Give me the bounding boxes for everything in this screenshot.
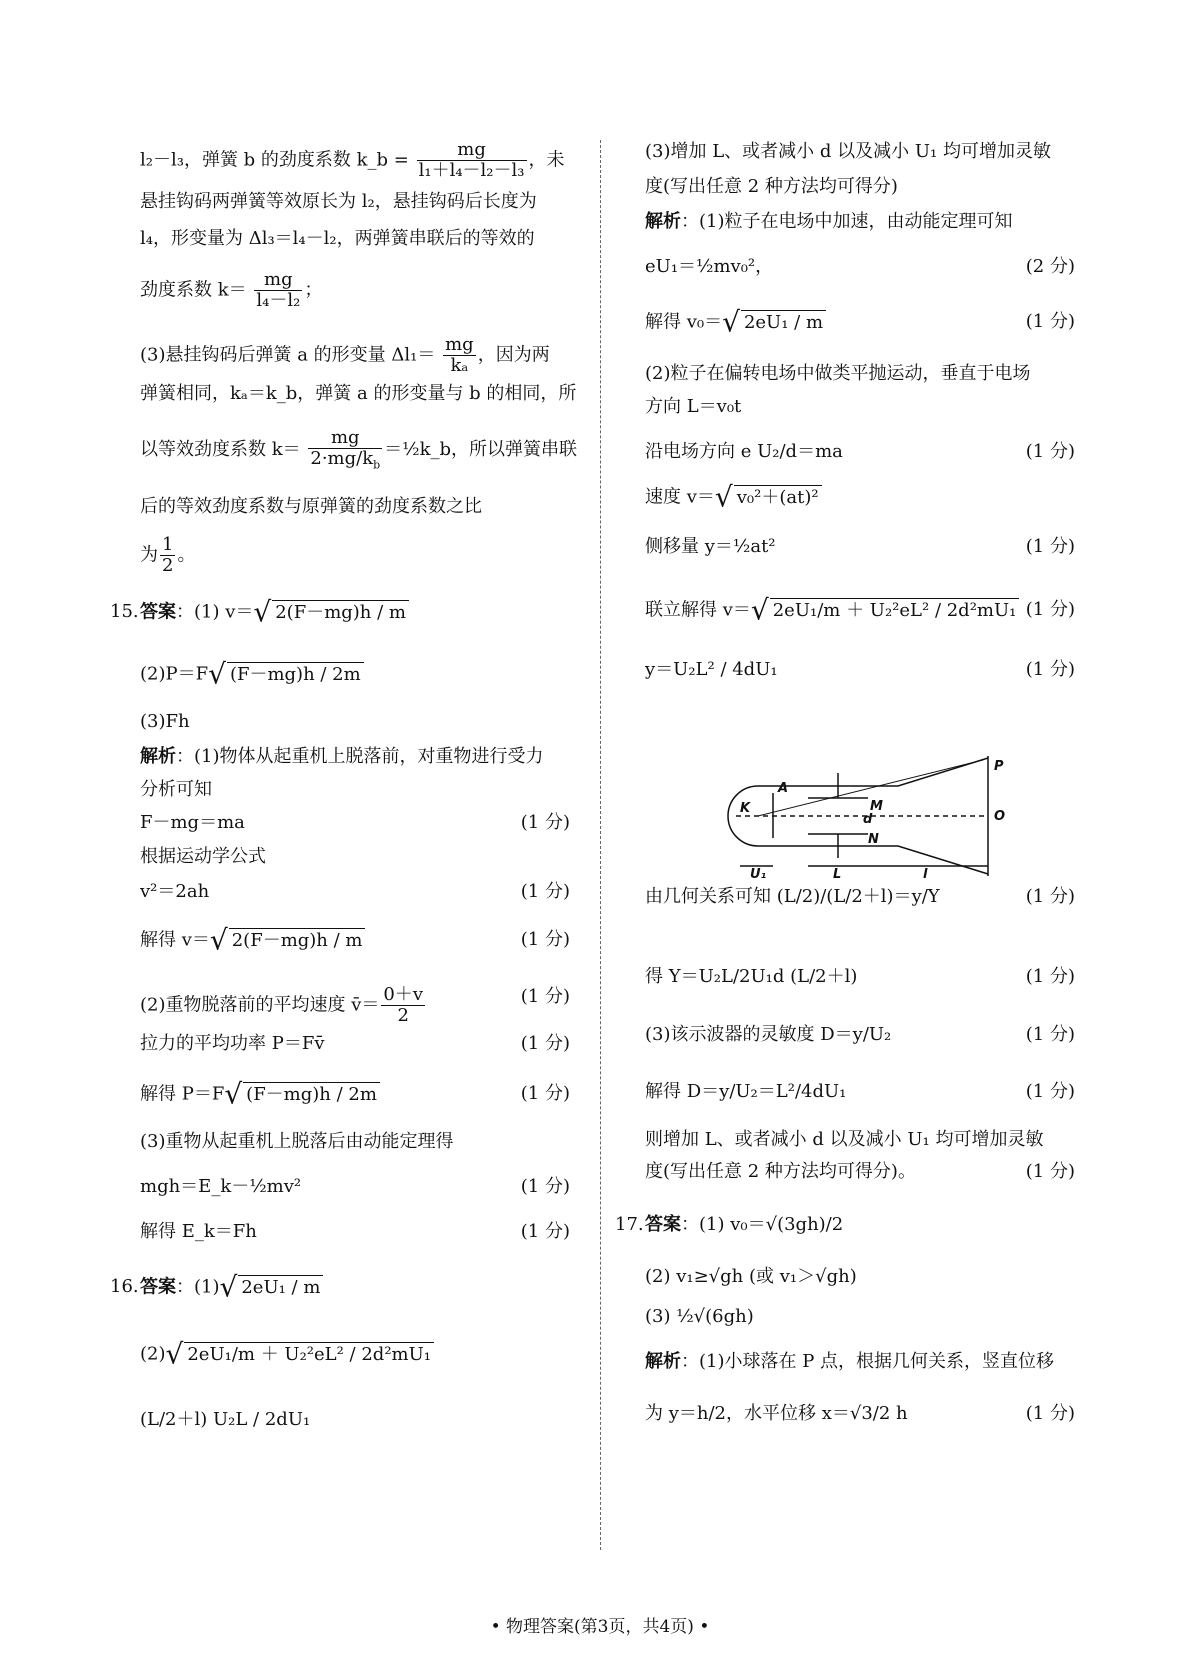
right-line-9: 速度 v＝√ v₀²＋(at)² bbox=[645, 485, 1075, 510]
right-line-12: y＝U₂L² / 4dU₁ (1 分) bbox=[645, 659, 1075, 680]
right-line-5: 解得 v₀＝√ 2eU₁ / m (1 分) bbox=[645, 305, 1075, 339]
right-line-7: 方向 L＝v₀t bbox=[645, 396, 742, 417]
left-line-1: l₂－l₃，弹簧 b 的劲度系数 k_b = $\frac{mg}{\text{l₁＋l₄－l₂－l₃}}$ ，未 bbox=[140, 139, 565, 181]
q15-solution-8: 拉力的平均功率 P＝Fv̄ (1 分) bbox=[140, 1033, 570, 1054]
q15-solution-4: 根据运动学公式 bbox=[140, 846, 266, 867]
label-P: P bbox=[994, 759, 1004, 774]
right-line-15: (3)该示波器的灵敏度 D＝y/U₂ (1 分) bbox=[645, 1024, 1075, 1045]
q17-answer-3: (3) ½√(6gh) bbox=[645, 1306, 754, 1327]
q15-solution-3: F－mg＝ma (1 分) bbox=[140, 812, 570, 833]
left-line-6: 弹簧相同，kₐ＝k_b，弹簧 a 的形变量与 b 的相同，所 bbox=[140, 383, 577, 404]
q17-answer-2: (2) v₁≥√gh (或 v₁＞√gh) bbox=[645, 1266, 857, 1287]
label-A: A bbox=[778, 781, 789, 796]
left-line-4: 劲度系数 k＝ $\frac{mg}{\text{l₄－l₂}}$ ； bbox=[140, 269, 323, 311]
q15-answer-2: (2)P＝F√ (F－mg)h / 2m bbox=[140, 662, 570, 687]
left-line-3: l₄，形变量为 Δl₃＝l₄－l₂，两弹簧串联后的等效的 bbox=[140, 228, 535, 249]
q15-answer-1: 15. 答案：(1) v＝√ 2(F－mg)h / m bbox=[140, 600, 570, 625]
column-divider bbox=[600, 140, 601, 1550]
q15-solution-2: 分析可知 bbox=[140, 779, 212, 800]
q16-answer-1: 16. 答案：(1)√ 2eU₁ / m bbox=[140, 1275, 570, 1300]
q17-solution-2: 为 y＝h/2，水平位移 x＝√3/2 h (1 分) bbox=[645, 1403, 1075, 1424]
label-l: l bbox=[923, 867, 928, 882]
label-K: K bbox=[740, 801, 751, 816]
q15-solution-11: mgh＝E_k－½mv² (1 分) bbox=[140, 1176, 570, 1197]
left-line-8: 后的等效劲度系数与原弹簧的劲度系数之比 bbox=[140, 496, 482, 517]
right-line-6: (2)粒子在偏转电场中做类平抛运动，垂直于电场 bbox=[645, 363, 1031, 384]
left-line-5: (3)悬挂钩码后弹簧 a 的形变量 Δl₁＝ $\frac{mg}{\text{kₐ}}$ ，因为两 bbox=[140, 334, 550, 376]
right-line-2: 度(写出任意 2 种方法均可得分) bbox=[645, 176, 898, 197]
q16-answer-2: (2)√ 2eU₁/m ＋ U₂²eL² / 2d²mU₁ bbox=[140, 1342, 570, 1367]
q15-solution-7: (2)重物脱落前的平均速度 v̄＝ $\frac{0+v}{2}$ (1 分) bbox=[140, 984, 570, 1026]
oscilloscope-diagram bbox=[718, 748, 1018, 883]
right-line-10: 侧移量 y＝½at² (1 分) bbox=[645, 536, 1075, 557]
right-line-18: 度(写出任意 2 种方法均可得分)。 (1 分) bbox=[645, 1161, 1075, 1182]
q17-answer-1: 17. 答案：(1) v₀＝√(3gh)/2 bbox=[615, 1214, 844, 1235]
right-line-11: 联立解得 v＝√ 2eU₁/m ＋ U₂²eL² / 2d²mU₁ (1 分) bbox=[645, 593, 1075, 627]
q15-answer-3: (3)Fh bbox=[140, 711, 190, 732]
page-footer: • 物理答案(第3页，共4页) • bbox=[490, 1617, 710, 1637]
left-line-9: 为 $\frac{1}{2}$ 。 bbox=[140, 534, 196, 576]
q15-solution-6: 解得 v＝√ 2(F－mg)h / m (1 分) bbox=[140, 923, 570, 957]
right-line-1: (3)增加 L、或者减小 d 以及减小 U₁ 均可增加灵敏 bbox=[645, 141, 1051, 162]
left-line-7: 以等效劲度系数 k＝ $\frac{mg}{2\cdot mg/k_b}$ ＝½k_b，所以弹簧串联 bbox=[140, 427, 578, 472]
right-line-4: eU₁＝½mv₀²， (2 分) bbox=[645, 256, 1075, 277]
q17-solution-1: 解析：(1)小球落在 P 点，根据几何关系，竖直位移 bbox=[645, 1351, 1055, 1372]
fraction: $\frac{mg}{\text{l₁＋l₄－l₂－l₃}}$ bbox=[418, 139, 525, 181]
q15-solution-9: 解得 P＝F√ (F－mg)h / 2m (1 分) bbox=[140, 1077, 570, 1111]
label-N: N bbox=[868, 832, 879, 847]
right-line-8: 沿电场方向 e U₂/d＝ma (1 分) bbox=[645, 441, 1075, 462]
label-d: d bbox=[863, 812, 873, 827]
q15-solution-5: v²＝2ah (1 分) bbox=[140, 881, 570, 902]
right-line-17: 则增加 L、或者减小 d 以及减小 U₁ 均可增加灵敏 bbox=[645, 1129, 1044, 1150]
label-M: M bbox=[870, 799, 883, 814]
label-O: O bbox=[994, 809, 1006, 824]
right-line-13: 由几何关系可知 (L/2)/(L/2＋l)＝y/Y (1 分) bbox=[645, 886, 1075, 907]
q15-solution-12: 解得 E_k＝Fh (1 分) bbox=[140, 1221, 570, 1242]
q16-answer-3: (L/2＋l) U₂L / 2dU₁ bbox=[140, 1409, 311, 1430]
right-line-3: 解析：(1)粒子在电场中加速，由动能定理可知 bbox=[645, 211, 1013, 232]
left-line-2: 悬挂钩码两弹簧等效原长为 l₂，悬挂钩码后长度为 bbox=[140, 191, 537, 212]
right-line-16: 解得 D＝y/U₂＝L²/4dU₁ (1 分) bbox=[645, 1081, 1075, 1102]
label-U1: U₁ bbox=[750, 867, 767, 882]
label-L: L bbox=[833, 867, 842, 882]
q15-solution-10: (3)重物从起重机上脱落后由动能定理得 bbox=[140, 1131, 454, 1152]
right-line-14: 得 Y＝U₂L/2U₁d (L/2＋l) (1 分) bbox=[645, 966, 1075, 987]
q15-solution-1: 解析：(1)物体从起重机上脱落前，对重物进行受力 bbox=[140, 746, 544, 767]
